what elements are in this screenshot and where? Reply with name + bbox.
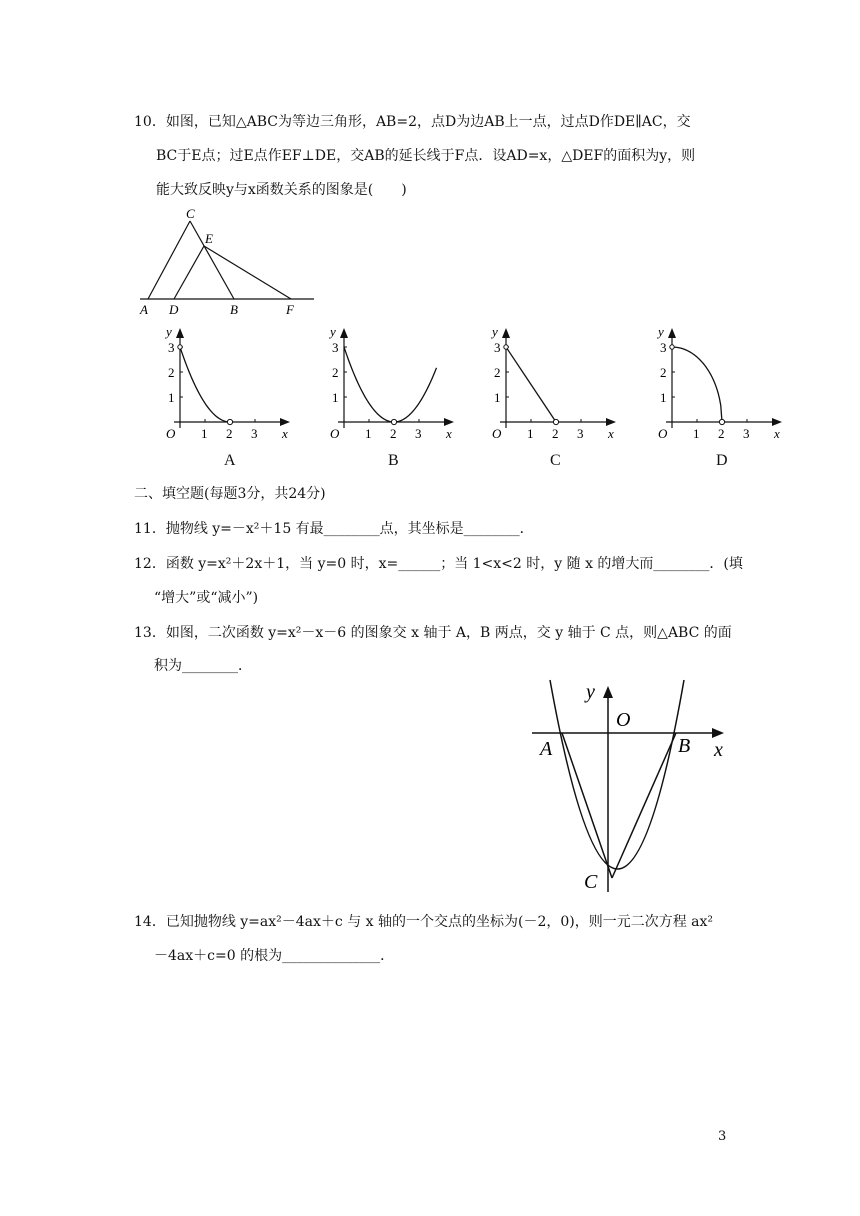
option-label-a: A	[224, 452, 236, 469]
option-graph-d	[650, 322, 786, 472]
axis-y-label: y	[166, 324, 172, 339]
axis-y-label: y	[658, 324, 664, 339]
q10-triangle-figure	[136, 204, 320, 320]
fig-label-B: B	[230, 302, 238, 317]
q10-line1: 10．如图，已知△ABC为等边三角形，AB=2，点D为边AB上一点，过点D作DE∥AC，交	[134, 114, 691, 130]
open-point	[504, 345, 508, 349]
q13-label-x: x	[714, 739, 723, 761]
q13-parabola-figure	[528, 678, 738, 896]
axis-y-label: y	[492, 324, 498, 339]
tick-label-y: 1	[332, 390, 339, 405]
q13-line2: 积为________．	[154, 658, 252, 674]
option-curve	[506, 347, 556, 422]
tick-label-x: 2	[390, 426, 397, 441]
tick-label-x: 3	[251, 426, 258, 441]
tick-label-y: 1	[168, 390, 175, 405]
option-curve	[672, 347, 722, 422]
tick-label-y: 3	[494, 340, 501, 355]
option-graph-c	[484, 322, 620, 472]
option-curve	[344, 347, 437, 422]
tick-label-x: 1	[365, 426, 372, 441]
q12-line1: 12．函数 y=x²＋2x＋1，当 y=0 时，x=______；当 1<x<2 时，y 随 x 的增大而________．(填	[134, 556, 743, 572]
tick-label-x: 2	[552, 426, 559, 441]
page-number: 3	[718, 1129, 727, 1144]
q11-text: 11．抛物线 y=－x²＋15 有最________点，其坐标是________．	[134, 521, 534, 537]
option-graph-a	[158, 322, 294, 472]
tick-label-x: 1	[693, 426, 700, 441]
tick-label-x: 3	[743, 426, 750, 441]
tick-label-x: 1	[527, 426, 534, 441]
fig-label-F: F	[286, 302, 294, 317]
open-point	[178, 345, 182, 349]
q13-label-y: y	[586, 681, 595, 703]
tick-label-y: 2	[168, 365, 175, 380]
q14-line2: －4ax＋c=0 的根为______________．	[154, 948, 395, 964]
tick-label-y: 3	[660, 340, 667, 355]
option-label-d: D	[716, 452, 728, 469]
fig-label-D: D	[169, 302, 179, 317]
fig-label-C: C	[186, 206, 195, 221]
fig-label-A: A	[140, 302, 148, 317]
axis-x-label: x	[282, 426, 288, 441]
open-point	[391, 419, 396, 424]
open-point	[719, 419, 724, 424]
section2-heading: 二、填空题(每题3分，共24分)	[134, 486, 326, 502]
axis-x-label: x	[774, 426, 780, 441]
tick-label-y: 1	[660, 390, 667, 405]
tick-label-x: 1	[201, 426, 208, 441]
q10-line2: BC于E点；过E点作EF⊥DE，交AB的延长线于F点．设AD=x，△DEF的面积为y，则	[156, 148, 696, 164]
axis-y-label: y	[330, 324, 336, 339]
q14-line1: 14．已知抛物线 y=ax²－4ax＋c 与 x 轴的一个交点的坐标为(－2，0)，则一元二次方程 ax²	[134, 914, 714, 930]
axis-x-label: x	[446, 426, 452, 441]
tick-label-x: 3	[577, 426, 584, 441]
origin-label: O	[492, 426, 502, 441]
fig-label-E: E	[205, 231, 213, 246]
option-label-b: B	[388, 452, 399, 469]
q13-label-O: O	[616, 709, 631, 731]
origin-label: O	[658, 426, 668, 441]
q13-label-B: B	[678, 735, 691, 757]
tick-label-y: 2	[660, 365, 667, 380]
q13-label-C: C	[584, 871, 598, 893]
option-curve	[180, 347, 230, 422]
option-graph-b	[322, 322, 458, 472]
open-point	[670, 345, 674, 349]
tick-label-y: 3	[168, 340, 175, 355]
q10-line3: 能大致反映y与x函数关系的图象是( )	[156, 182, 407, 198]
tick-label-x: 3	[415, 426, 422, 441]
origin-label: O	[330, 426, 340, 441]
tick-label-y: 2	[494, 365, 501, 380]
tick-label-y: 2	[332, 365, 339, 380]
open-point	[227, 419, 232, 424]
origin-label: O	[166, 426, 176, 441]
q12-line2: “增大”或“减小”)	[154, 590, 259, 606]
axis-x-label: x	[608, 426, 614, 441]
tick-label-y: 3	[332, 340, 339, 355]
tick-label-y: 1	[494, 390, 501, 405]
q13-line1: 13．如图，二次函数 y=x²－x－6 的图象交 x 轴于 A，B 两点，交 y 轴于 C 点，则△ABC 的面	[134, 625, 732, 641]
option-label-c: C	[550, 452, 561, 469]
q13-label-A: A	[540, 738, 553, 760]
tick-label-x: 2	[226, 426, 233, 441]
tick-label-x: 2	[718, 426, 725, 441]
open-point	[553, 419, 558, 424]
